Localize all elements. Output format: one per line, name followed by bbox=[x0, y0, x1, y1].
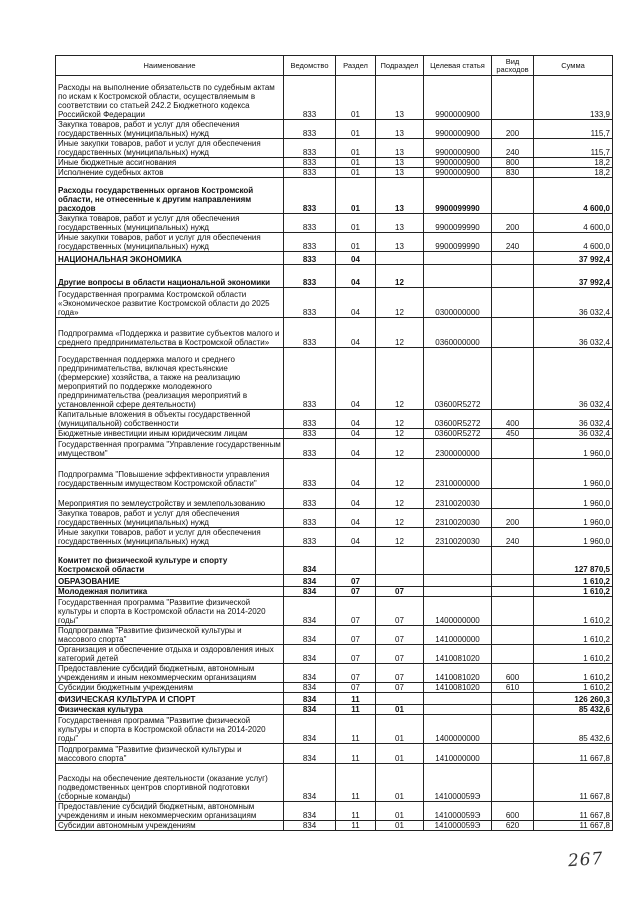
row-subsection bbox=[376, 547, 424, 575]
row-amount: 36 032,4 bbox=[534, 318, 613, 348]
row-amount: 4 600,0 bbox=[534, 214, 613, 233]
row-expense-type: 450 bbox=[492, 429, 534, 439]
row-department: 833 bbox=[284, 288, 336, 318]
row-department: 834 bbox=[284, 626, 336, 645]
header-department: Ведомство bbox=[284, 56, 336, 76]
row-expense-type bbox=[492, 575, 534, 587]
row-subsection: 01 bbox=[376, 744, 424, 764]
table-row bbox=[56, 178, 613, 214]
row-target-article: 1410081020 bbox=[424, 683, 492, 693]
row-expense-type: 200 bbox=[492, 120, 534, 139]
row-subsection: 12 bbox=[376, 348, 424, 410]
table-row bbox=[56, 587, 613, 597]
row-department: 833 bbox=[284, 76, 336, 120]
row-expense-type: 600 bbox=[492, 664, 534, 683]
row-section: 07 bbox=[336, 587, 376, 597]
row-section: 04 bbox=[336, 509, 376, 528]
row-name: Подпрограмма «Поддержка и развитие субъектов малого и среднего предпринимательства в Костромской области» bbox=[56, 318, 284, 348]
row-department: 833 bbox=[284, 178, 336, 214]
table-header-row bbox=[56, 56, 613, 76]
row-subsection: 13 bbox=[376, 139, 424, 158]
row-expense-type: 240 bbox=[492, 233, 534, 252]
row-subsection: 12 bbox=[376, 265, 424, 288]
row-subsection: 12 bbox=[376, 288, 424, 318]
row-expense-type bbox=[492, 178, 534, 214]
table-row bbox=[56, 744, 613, 764]
row-amount: 115,7 bbox=[534, 139, 613, 158]
row-target-article: 1400000000 bbox=[424, 597, 492, 626]
row-name: Расходы на обеспечение деятельности (оказание услуг) подведомственных центров спортивной подготовки (сборные команды) bbox=[56, 764, 284, 802]
row-department: 833 bbox=[284, 214, 336, 233]
row-subsection: 01 bbox=[376, 821, 424, 831]
row-target-article: 2310020030 bbox=[424, 489, 492, 509]
row-subsection bbox=[376, 575, 424, 587]
row-expense-type bbox=[492, 744, 534, 764]
row-expense-type bbox=[492, 705, 534, 715]
row-name: Исполнение судебных актов bbox=[56, 168, 284, 178]
row-expense-type: 200 bbox=[492, 509, 534, 528]
row-name: Иные закупки товаров, работ и услуг для обеспечения государственных (муниципальных) нужд bbox=[56, 233, 284, 252]
table-body bbox=[56, 76, 613, 831]
row-amount: 1 610,2 bbox=[534, 575, 613, 587]
row-department: 833 bbox=[284, 429, 336, 439]
row-name: Субсидии бюджетным учреждениям bbox=[56, 683, 284, 693]
row-department: 833 bbox=[284, 410, 336, 429]
row-amount: 37 992,4 bbox=[534, 252, 613, 265]
row-expense-type bbox=[492, 693, 534, 705]
row-section bbox=[336, 547, 376, 575]
row-expense-type bbox=[492, 318, 534, 348]
row-section: 11 bbox=[336, 744, 376, 764]
row-target-article bbox=[424, 705, 492, 715]
row-expense-type bbox=[492, 489, 534, 509]
row-target-article bbox=[424, 265, 492, 288]
row-name: Иные закупки товаров, работ и услуг для обеспечения государственных (муниципальных) нужд bbox=[56, 528, 284, 547]
row-amount: 37 992,4 bbox=[534, 265, 613, 288]
table-row bbox=[56, 348, 613, 410]
row-name: Подпрограмма "Развитие физической культуры и массового спорта" bbox=[56, 744, 284, 764]
row-name: Закупка товаров, работ и услуг для обеспечения государственных (муниципальных) нужд bbox=[56, 509, 284, 528]
row-target-article: 03600R5272 bbox=[424, 410, 492, 429]
table-row bbox=[56, 693, 613, 705]
table-row bbox=[56, 76, 613, 120]
row-expense-type bbox=[492, 459, 534, 489]
row-expense-type bbox=[492, 348, 534, 410]
row-section: 11 bbox=[336, 705, 376, 715]
row-name: Физическая культура bbox=[56, 705, 284, 715]
table-row bbox=[56, 439, 613, 459]
table-row bbox=[56, 645, 613, 664]
row-subsection: 12 bbox=[376, 410, 424, 429]
table-row bbox=[56, 821, 613, 831]
row-target-article: 9900099990 bbox=[424, 233, 492, 252]
row-expense-type: 240 bbox=[492, 139, 534, 158]
row-target-article: 1410081020 bbox=[424, 664, 492, 683]
row-target-article: 03600R5272 bbox=[424, 429, 492, 439]
row-name: Закупка товаров, работ и услуг для обеспечения государственных (муниципальных) нужд bbox=[56, 120, 284, 139]
row-amount: 1 610,2 bbox=[534, 683, 613, 693]
row-department: 834 bbox=[284, 645, 336, 664]
table-row bbox=[56, 459, 613, 489]
row-name: Мероприятия по землеустройству и землепользованию bbox=[56, 489, 284, 509]
row-department: 833 bbox=[284, 265, 336, 288]
header-target-article: Целевая статья bbox=[424, 56, 492, 76]
row-target-article bbox=[424, 575, 492, 587]
row-name: Предоставление субсидий бюджетным, автономным учреждениям и иным некоммерческим организациям bbox=[56, 802, 284, 821]
table-row bbox=[56, 664, 613, 683]
row-amount: 11 667,8 bbox=[534, 764, 613, 802]
row-amount: 1 610,2 bbox=[534, 587, 613, 597]
row-subsection: 07 bbox=[376, 597, 424, 626]
table-row bbox=[56, 139, 613, 158]
row-subsection: 13 bbox=[376, 76, 424, 120]
row-name: Государственная программа "Управление государственным имуществом" bbox=[56, 439, 284, 459]
row-section: 04 bbox=[336, 348, 376, 410]
row-department: 834 bbox=[284, 802, 336, 821]
row-expense-type bbox=[492, 547, 534, 575]
row-name: Иные закупки товаров, работ и услуг для обеспечения государственных (муниципальных) нужд bbox=[56, 139, 284, 158]
row-section: 04 bbox=[336, 489, 376, 509]
row-section: 04 bbox=[336, 265, 376, 288]
row-department: 833 bbox=[284, 348, 336, 410]
table-row bbox=[56, 214, 613, 233]
row-expense-type: 800 bbox=[492, 158, 534, 168]
row-department: 834 bbox=[284, 693, 336, 705]
row-section: 01 bbox=[336, 120, 376, 139]
row-name: Другие вопросы в области национальной экономики bbox=[56, 265, 284, 288]
row-name: Государственная программа "Развитие физической культуры и спорта в Костромской области на 2014-2020 годы" bbox=[56, 715, 284, 744]
table-row bbox=[56, 547, 613, 575]
row-name: Подпрограмма "Развитие физической культуры и массового спорта" bbox=[56, 626, 284, 645]
row-department: 833 bbox=[284, 158, 336, 168]
row-section: 01 bbox=[336, 178, 376, 214]
row-department: 833 bbox=[284, 168, 336, 178]
row-name: НАЦИОНАЛЬНАЯ ЭКОНОМИКА bbox=[56, 252, 284, 265]
row-amount: 36 032,4 bbox=[534, 348, 613, 410]
row-department: 833 bbox=[284, 459, 336, 489]
row-name: Иные бюджетные ассигнования bbox=[56, 158, 284, 168]
row-department: 833 bbox=[284, 120, 336, 139]
row-name: Капитальные вложения в объекты государственной (муниципальной) собственности bbox=[56, 410, 284, 429]
row-target-article: 9900099990 bbox=[424, 178, 492, 214]
row-target-article bbox=[424, 252, 492, 265]
row-expense-type bbox=[492, 764, 534, 802]
row-target-article bbox=[424, 547, 492, 575]
row-target-article: 1410081020 bbox=[424, 645, 492, 664]
row-subsection: 01 bbox=[376, 705, 424, 715]
row-department: 833 bbox=[284, 528, 336, 547]
row-expense-type bbox=[492, 645, 534, 664]
row-section: 11 bbox=[336, 715, 376, 744]
table-row bbox=[56, 158, 613, 168]
row-amount: 115,7 bbox=[534, 120, 613, 139]
row-subsection: 12 bbox=[376, 528, 424, 547]
row-expense-type: 600 bbox=[492, 802, 534, 821]
row-subsection: 13 bbox=[376, 214, 424, 233]
table-row bbox=[56, 715, 613, 744]
table-row bbox=[56, 528, 613, 547]
row-target-article: 0360000000 bbox=[424, 318, 492, 348]
row-name: Предоставление субсидий бюджетным, автономным учреждениям и иным некоммерческим организациям bbox=[56, 664, 284, 683]
row-section: 07 bbox=[336, 626, 376, 645]
row-subsection: 12 bbox=[376, 459, 424, 489]
row-amount: 1 960,0 bbox=[534, 459, 613, 489]
row-expense-type bbox=[492, 715, 534, 744]
row-subsection: 07 bbox=[376, 645, 424, 664]
row-expense-type: 610 bbox=[492, 683, 534, 693]
row-name: Государственная поддержка малого и среднего предпринимательства, включая крестьянские (фермерские) хозяйства, а также на реализацию мероприятий по поддержке молодежного предпринимательства (реализация мероприятий в установленной сфере деятельности) bbox=[56, 348, 284, 410]
table-row bbox=[56, 705, 613, 715]
row-section: 04 bbox=[336, 288, 376, 318]
row-subsection: 07 bbox=[376, 626, 424, 645]
row-expense-type bbox=[492, 439, 534, 459]
row-section: 07 bbox=[336, 664, 376, 683]
budget-table bbox=[55, 55, 613, 831]
row-amount: 85 432,6 bbox=[534, 705, 613, 715]
row-target-article bbox=[424, 693, 492, 705]
row-amount: 18,2 bbox=[534, 158, 613, 168]
row-section: 07 bbox=[336, 575, 376, 587]
row-section: 07 bbox=[336, 597, 376, 626]
row-department: 834 bbox=[284, 587, 336, 597]
row-target-article: 9900000900 bbox=[424, 120, 492, 139]
row-amount: 126 260,3 bbox=[534, 693, 613, 705]
row-name: Бюджетные инвестиции иным юридическим лицам bbox=[56, 429, 284, 439]
table-row bbox=[56, 168, 613, 178]
table-row bbox=[56, 597, 613, 626]
row-section: 04 bbox=[336, 459, 376, 489]
row-target-article: 9900000900 bbox=[424, 168, 492, 178]
row-name: Государственная программа Костромской области «Экономическое развитие Костромской области до 2025 года» bbox=[56, 288, 284, 318]
row-expense-type: 620 bbox=[492, 821, 534, 831]
row-name: ОБРАЗОВАНИЕ bbox=[56, 575, 284, 587]
row-amount: 4 600,0 bbox=[534, 233, 613, 252]
row-name: Расходы государственных органов Костромской области, не отнесенные к другим направлениям расходов bbox=[56, 178, 284, 214]
table-row bbox=[56, 265, 613, 288]
row-subsection: 12 bbox=[376, 318, 424, 348]
row-target-article: 0300000000 bbox=[424, 288, 492, 318]
row-amount: 1 610,2 bbox=[534, 664, 613, 683]
row-department: 834 bbox=[284, 715, 336, 744]
row-department: 834 bbox=[284, 664, 336, 683]
row-target-article bbox=[424, 587, 492, 597]
row-subsection: 07 bbox=[376, 664, 424, 683]
row-name: Расходы на выполнение обязательств по судебным актам по искам к Костромской области, осуществляемым в соответствии со статьей 242.2 Бюджетного кодекса Российской Федерации bbox=[56, 76, 284, 120]
row-target-article: 2310020030 bbox=[424, 528, 492, 547]
row-amount: 4 600,0 bbox=[534, 178, 613, 214]
table-row bbox=[56, 120, 613, 139]
row-amount: 1 960,0 bbox=[534, 528, 613, 547]
table-row bbox=[56, 575, 613, 587]
header-expense-type: Вид расходов bbox=[492, 56, 534, 76]
row-amount: 11 667,8 bbox=[534, 744, 613, 764]
row-expense-type bbox=[492, 587, 534, 597]
row-section: 01 bbox=[336, 168, 376, 178]
row-section: 11 bbox=[336, 693, 376, 705]
table-row bbox=[56, 410, 613, 429]
table-row bbox=[56, 318, 613, 348]
row-expense-type: 830 bbox=[492, 168, 534, 178]
header-amount: Сумма bbox=[534, 56, 613, 76]
row-target-article: 141000059Э bbox=[424, 821, 492, 831]
row-department: 833 bbox=[284, 318, 336, 348]
row-subsection bbox=[376, 693, 424, 705]
row-section: 04 bbox=[336, 528, 376, 547]
row-section: 07 bbox=[336, 683, 376, 693]
row-subsection: 12 bbox=[376, 429, 424, 439]
row-name: Молодежная политика bbox=[56, 587, 284, 597]
table-row bbox=[56, 252, 613, 265]
row-expense-type: 240 bbox=[492, 528, 534, 547]
row-subsection: 12 bbox=[376, 509, 424, 528]
row-section: 04 bbox=[336, 439, 376, 459]
row-department: 833 bbox=[284, 489, 336, 509]
row-subsection: 07 bbox=[376, 587, 424, 597]
row-department: 834 bbox=[284, 764, 336, 802]
row-subsection: 13 bbox=[376, 168, 424, 178]
row-expense-type bbox=[492, 626, 534, 645]
row-department: 834 bbox=[284, 744, 336, 764]
row-amount: 36 032,4 bbox=[534, 288, 613, 318]
row-subsection: 01 bbox=[376, 715, 424, 744]
row-section: 01 bbox=[336, 158, 376, 168]
header-name: Наименование bbox=[56, 56, 284, 76]
row-section: 04 bbox=[336, 318, 376, 348]
row-target-article: 141000059Э bbox=[424, 802, 492, 821]
row-target-article: 141000059Э bbox=[424, 764, 492, 802]
row-amount: 1 960,0 bbox=[534, 509, 613, 528]
table-row bbox=[56, 626, 613, 645]
row-target-article: 2300000000 bbox=[424, 439, 492, 459]
row-amount: 11 667,8 bbox=[534, 802, 613, 821]
row-target-article: 1410000000 bbox=[424, 626, 492, 645]
table-row bbox=[56, 233, 613, 252]
row-section: 11 bbox=[336, 821, 376, 831]
row-amount: 85 432,6 bbox=[534, 715, 613, 744]
row-section: 04 bbox=[336, 429, 376, 439]
table-row bbox=[56, 509, 613, 528]
row-expense-type bbox=[492, 252, 534, 265]
row-amount: 1 610,2 bbox=[534, 626, 613, 645]
header-section: Раздел bbox=[336, 56, 376, 76]
row-amount: 11 667,8 bbox=[534, 821, 613, 831]
row-section: 04 bbox=[336, 410, 376, 429]
row-department: 833 bbox=[284, 509, 336, 528]
row-target-article: 9900000900 bbox=[424, 139, 492, 158]
row-target-article: 9900000900 bbox=[424, 76, 492, 120]
row-department: 834 bbox=[284, 547, 336, 575]
row-amount: 18,2 bbox=[534, 168, 613, 178]
row-department: 834 bbox=[284, 575, 336, 587]
row-expense-type bbox=[492, 288, 534, 318]
row-name: Закупка товаров, работ и услуг для обеспечения государственных (муниципальных) нужд bbox=[56, 214, 284, 233]
row-subsection: 13 bbox=[376, 158, 424, 168]
row-amount: 127 870,5 bbox=[534, 547, 613, 575]
row-department: 833 bbox=[284, 252, 336, 265]
row-target-article: 9900099990 bbox=[424, 214, 492, 233]
table-row bbox=[56, 764, 613, 802]
row-expense-type: 400 bbox=[492, 410, 534, 429]
row-name: ФИЗИЧЕСКАЯ КУЛЬТУРА И СПОРТ bbox=[56, 693, 284, 705]
header-subsection: Подраздел bbox=[376, 56, 424, 76]
row-section: 04 bbox=[336, 252, 376, 265]
row-section: 11 bbox=[336, 764, 376, 802]
row-amount: 1 960,0 bbox=[534, 489, 613, 509]
row-subsection: 01 bbox=[376, 764, 424, 802]
row-department: 833 bbox=[284, 233, 336, 252]
row-subsection: 12 bbox=[376, 489, 424, 509]
row-target-article: 9900000900 bbox=[424, 158, 492, 168]
row-subsection bbox=[376, 252, 424, 265]
table-row bbox=[56, 802, 613, 821]
row-expense-type bbox=[492, 597, 534, 626]
page-number: 267 bbox=[567, 848, 605, 872]
row-amount: 1 610,2 bbox=[534, 645, 613, 664]
row-expense-type bbox=[492, 265, 534, 288]
table-row bbox=[56, 429, 613, 439]
row-subsection: 12 bbox=[376, 439, 424, 459]
row-name: Организация и обеспечение отдыха и оздоровления иных категорий детей bbox=[56, 645, 284, 664]
row-name: Субсидии автономным учреждениям bbox=[56, 821, 284, 831]
row-section: 01 bbox=[336, 76, 376, 120]
row-department: 834 bbox=[284, 683, 336, 693]
row-department: 834 bbox=[284, 705, 336, 715]
row-subsection: 13 bbox=[376, 233, 424, 252]
row-subsection: 13 bbox=[376, 178, 424, 214]
row-subsection: 01 bbox=[376, 802, 424, 821]
table-row bbox=[56, 489, 613, 509]
row-target-article: 2310000000 bbox=[424, 459, 492, 489]
row-section: 01 bbox=[336, 214, 376, 233]
row-name: Подпрограмма "Повышение эффективности управления государственным имуществом Костромской области" bbox=[56, 459, 284, 489]
table-row bbox=[56, 683, 613, 693]
row-amount: 1 960,0 bbox=[534, 439, 613, 459]
row-expense-type: 200 bbox=[492, 214, 534, 233]
row-subsection: 07 bbox=[376, 683, 424, 693]
table-row bbox=[56, 288, 613, 318]
row-section: 07 bbox=[336, 645, 376, 664]
row-target-article: 1400000000 bbox=[424, 715, 492, 744]
row-department: 834 bbox=[284, 597, 336, 626]
row-amount: 36 032,4 bbox=[534, 410, 613, 429]
row-target-article: 2310020030 bbox=[424, 509, 492, 528]
row-amount: 1 610,2 bbox=[534, 597, 613, 626]
row-department: 834 bbox=[284, 821, 336, 831]
row-name: Комитет по физической культуре и спорту Костромской области bbox=[56, 547, 284, 575]
row-expense-type bbox=[492, 76, 534, 120]
row-name: Государственная программа "Развитие физической культуры и спорта в Костромской области на 2014-2020 годы" bbox=[56, 597, 284, 626]
row-department: 833 bbox=[284, 139, 336, 158]
row-target-article: 1410000000 bbox=[424, 744, 492, 764]
row-section: 01 bbox=[336, 139, 376, 158]
row-department: 833 bbox=[284, 439, 336, 459]
row-target-article: 03600R5272 bbox=[424, 348, 492, 410]
row-section: 01 bbox=[336, 233, 376, 252]
row-subsection: 13 bbox=[376, 120, 424, 139]
row-amount: 36 032,4 bbox=[534, 429, 613, 439]
row-amount: 133,9 bbox=[534, 76, 613, 120]
row-section: 11 bbox=[336, 802, 376, 821]
